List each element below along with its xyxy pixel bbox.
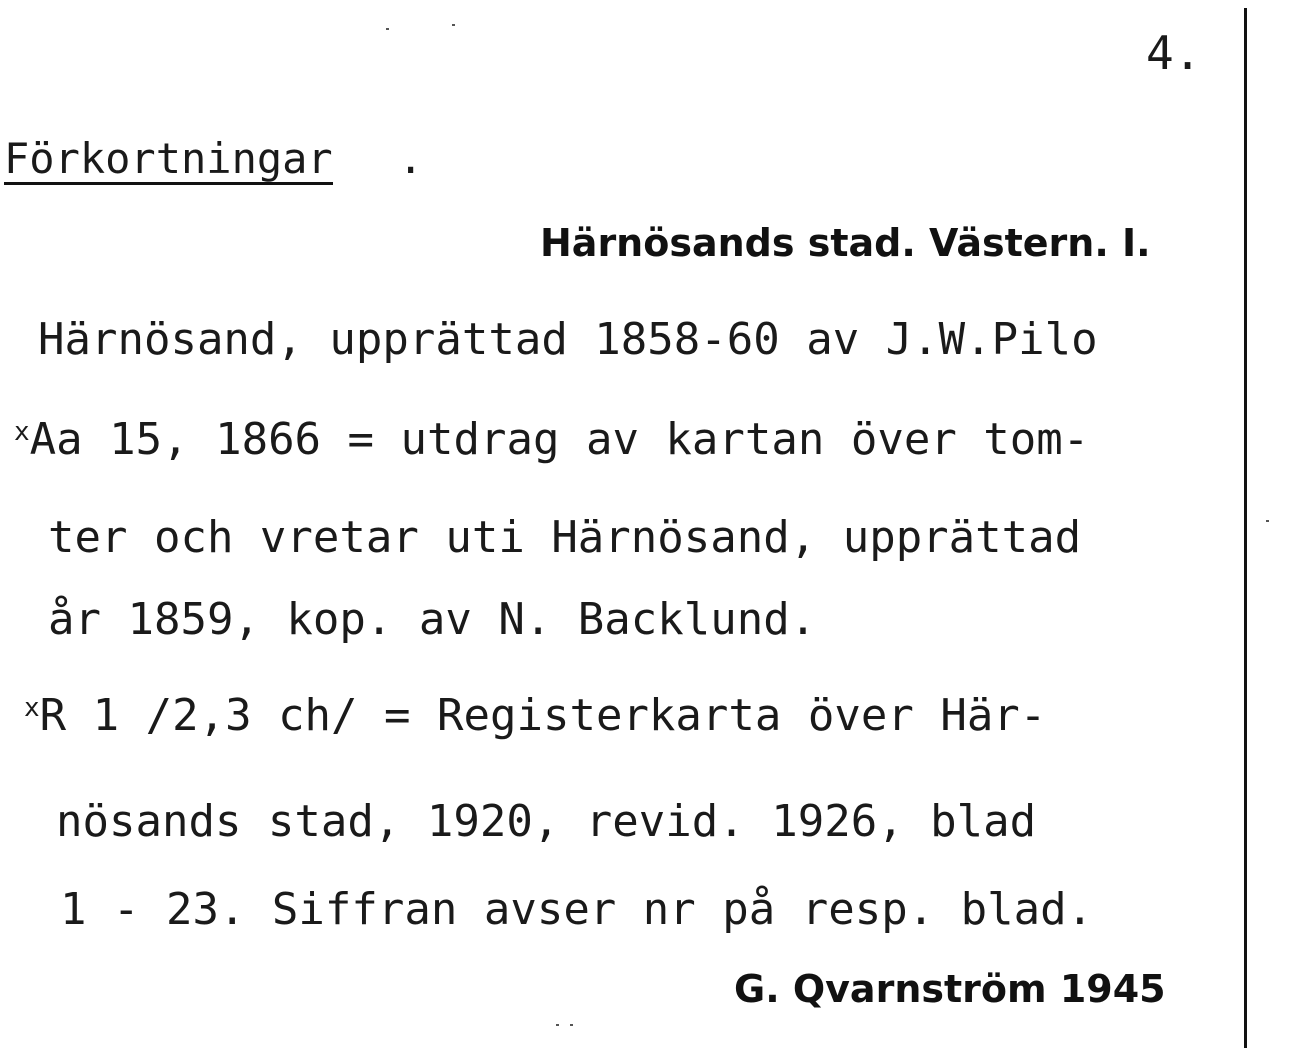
- heading-punctuation: .: [398, 134, 424, 183]
- text-line-5-body: R 1 /2,3 ch/ = Registerkarta över Här-: [39, 690, 1047, 741]
- place-stamp: Härnösands stad. Västern. I.: [540, 221, 1151, 265]
- text-line-4: år 1859, kop. av N. Backlund.: [48, 594, 817, 645]
- heading: Förkortningar: [4, 134, 333, 183]
- text-line-2: [14, 414, 1090, 465]
- text-line-6: nösands stad, 1920, revid. 1926, blad: [56, 796, 1037, 847]
- scan-speck: [556, 1024, 559, 1026]
- text-line-7: 1 - 23. Siffran avser nr på resp. blad.: [60, 884, 1094, 935]
- scan-speck: [1266, 520, 1269, 522]
- signature-stamp: G. Qvarnström 1945: [734, 967, 1166, 1011]
- text-line-5: [24, 690, 1047, 741]
- entry-marker-2: x: [24, 693, 40, 723]
- page-number: 4.: [1146, 26, 1202, 80]
- scan-speck: [386, 28, 389, 30]
- entry-marker-1: x: [14, 417, 30, 447]
- card-edge-line: [1244, 8, 1247, 1048]
- text-line-3: ter och vretar uti Härnösand, upprättad: [48, 512, 1082, 563]
- text-line-2-body: Aa 15, 1866 = utdrag av kartan över tom-: [29, 414, 1090, 465]
- scan-speck: [570, 1024, 573, 1026]
- scan-speck: [452, 24, 455, 26]
- text-line-1: Härnösand, upprättad 1858-60 av J.W.Pilo: [38, 314, 1098, 365]
